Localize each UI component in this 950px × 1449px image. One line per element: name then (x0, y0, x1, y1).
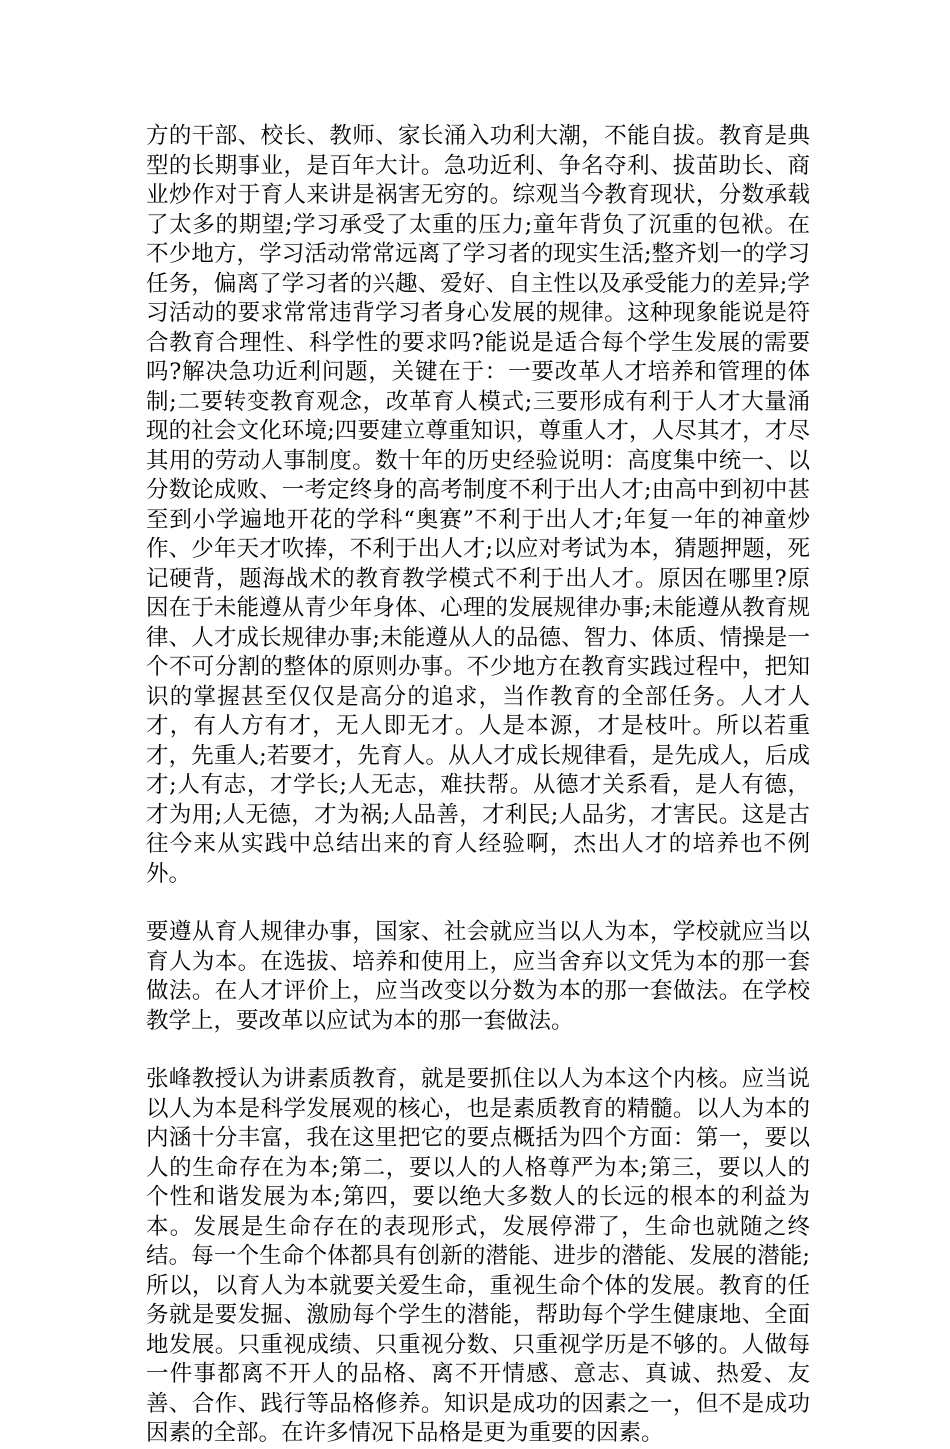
paragraph-2: 要遵从育人规律办事，国家、社会就应当以人为本，学校就应当以育人为本。在选拔、培养和使用上，应当舍弃以文凭为本的那一套做法。在人才评价上，应当改变以分数为本的那一套做法。在学校教学上，要改革以应试为本的那一套做法。 (146, 919, 810, 1034)
document-body (146, 122, 810, 1449)
paragraph-spacer (146, 889, 810, 918)
paragraph-spacer (146, 1036, 810, 1065)
paragraph-1: 方的干部、校长、教师、家长涌入功利大潮，不能自拔。教育是典型的长期事业，是百年大计。急功近利、争名夺利、拔苗助长、商业炒作对于育人来讲是祸害无穷的。综观当今教育现状，分数承载了太多的期望;学习承受了太重的压力;童年背负了沉重的包袱。在不少地方，学习活动常常远离了学习者的现实生活;整齐划一的学习任务，偏离了学习者的兴趣、爱好、自主性以及承受能力的差异;学习活动的要求常常违背学习者身心发展的规律。这种现象能说是符合教育合理性、科学性的要求吗?能说是适合每个学生发展的需要吗?解决急功近利问题，关键在于：一要改革人才培养和管理的体制;二要转变教育观念，改革育人模式;三要形成有利于人才大量涌现的社会文化环境;四要建立尊重知识，尊重人才，人尽其才，才尽其用的劳动人事制度。数十年的历史经验说明：高度集中统一、以分数论成败、一考定终身的高考制度不利于出人才;由高中到初中甚至到小学遍地开花的学科“奥赛”不利于出人才;年复一年的神童炒作、少年天才吹捧，不利于出人才;以应对考试为本，猜题押题，死记硬背，题海战术的教育教学模式不利于出人才。原因在哪里?原因在于未能遵从青少年身体、心理的发展规律办事;未能遵从教育规律、人才成长规律办事;未能遵从人的品德、智力、体质、情操是一个不可分割的整体的原则办事。不少地方在教育实践过程中，把知识的掌握甚至仅仅是高分的追求，当作教育的全部任务。人才人才，有人方有才，无人即无才。人是本源，才是枝叶。所以若重才，先重人;若要才，先育人。从人才成长规律看，是先成人，后成才;人有志，才学长;人无志，难扶帮。从德才关系看，是人有德，才为用;人无德，才为祸;人品善，才利民;人品劣，才害民。这是古往今来从实践中总结出来的育人经验啊，杰出人才的培养也不例外。 (146, 123, 810, 887)
paragraph-3: 张峰教授认为讲素质教育，就是要抓住以人为本这个内核。应当说以人为本是科学发展观的核心，也是素质教育的精髓。以人为本的内涵十分丰富，我在这里把它的要点概括为四个方面：第一，要以人的生命存在为本;第二，要以人的人格尊严为本;第三，要以人的个性和谐发展为本;第四，要以绝大多数人的长远的根本的利益为本。发展是生命存在的表现形式，发展停滞了，生命也就随之终结。每一个生命个体都具有创新的潜能、进步的潜能、发展的潜能;所以，以育人为本就要关爱生命，重视生命个体的发展。教育的任务就是要发掘、激励每个学生的潜能，帮助每个学生健康地、全面地发展。只重视成绩、只重视分数、只重视学历是不够的。人做每一件事都离不开人的品格、离不开情感、意志、真诚、热爱、友善、合作、践行等品格修养。知识是成功的因素之一，但不是成功因素的全部。在许多情况下品格是更为重要的因素。 (146, 1066, 810, 1446)
